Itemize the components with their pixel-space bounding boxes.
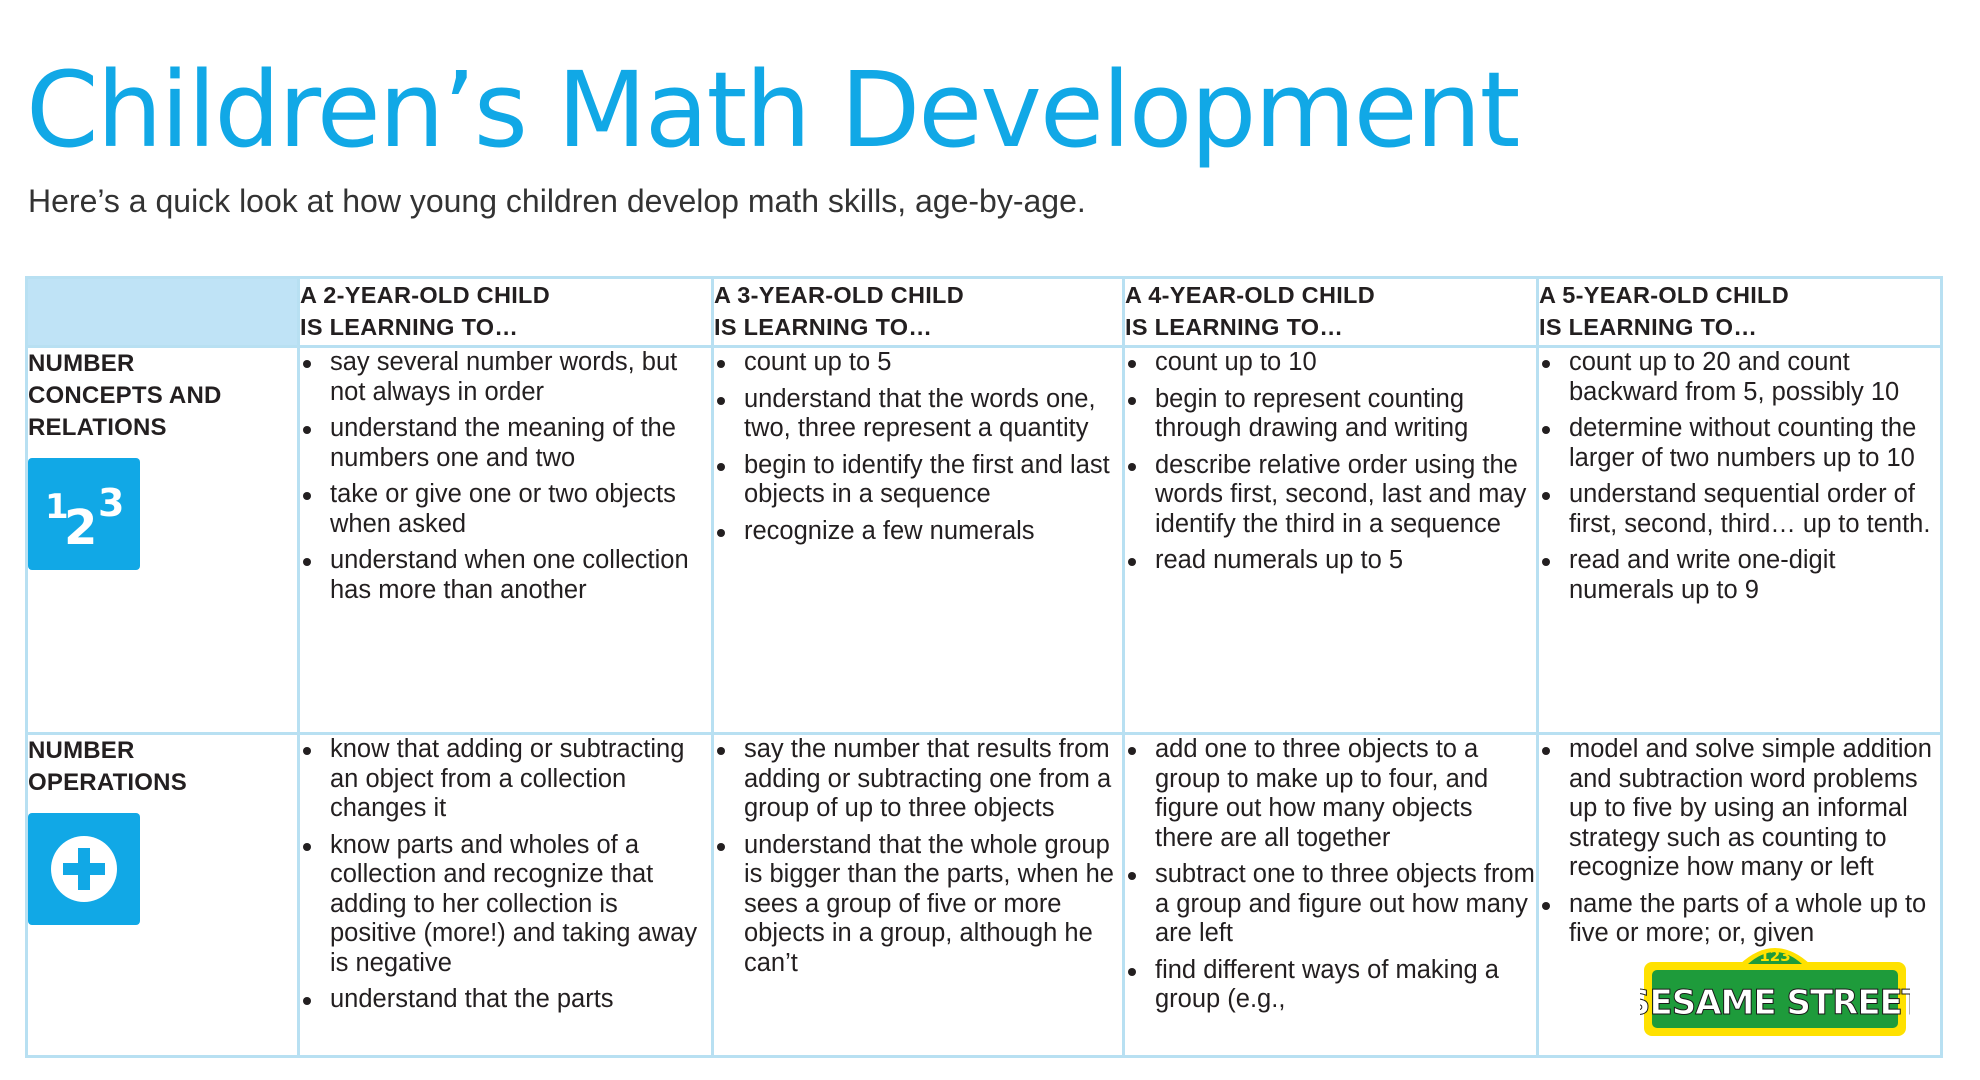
list-item: read numerals up to 5 <box>1125 546 1536 576</box>
list-item: find different ways of making a group (e.g., <box>1125 956 1536 1015</box>
list-item: understand that the parts <box>300 985 711 1015</box>
bullet-list <box>1125 348 1536 576</box>
cell-operations-age-2 <box>299 734 713 1057</box>
logo-wordmark: SESAME STREET <box>1640 983 1910 1023</box>
bullet-list <box>1125 735 1536 1015</box>
list-item: determine without counting the larger of two numbers up to 10 <box>1539 414 1940 473</box>
row-label-line: CONCEPTS AND <box>28 382 222 409</box>
list-item: understand the meaning of the numbers one and two <box>300 414 711 473</box>
column-header-line: IS LEARNING TO… <box>714 314 933 340</box>
bullet-list <box>714 348 1122 546</box>
cell-concepts-age-2 <box>299 347 713 734</box>
cell-operations-age-3 <box>713 734 1124 1057</box>
bullet-list <box>300 735 711 1015</box>
bullet-list <box>300 348 711 605</box>
list-item: name the parts of a whole up to five or more; or, given <box>1539 890 1940 949</box>
list-item: model and solve simple addition and subtraction word problems up to five by using an informal strategy such as counting to recognize how many or left <box>1539 735 1940 883</box>
plus-icon <box>28 813 140 925</box>
column-header-age-4 <box>1124 278 1538 347</box>
list-item: take or give one or two objects when asked <box>300 480 711 539</box>
list-item: recognize a few numerals <box>714 517 1122 547</box>
column-header-line: IS LEARNING TO… <box>1125 314 1344 340</box>
sesame-street-logo <box>1640 930 1910 1040</box>
list-item: understand when one collection has more than another <box>300 546 711 605</box>
icon-digit-three: 3 <box>98 481 125 525</box>
row-label-line: OPERATIONS <box>28 769 187 796</box>
list-item: count up to 5 <box>714 348 1122 378</box>
column-header-line: A 2-YEAR-OLD CHILD <box>300 282 550 308</box>
cell-concepts-age-4 <box>1124 347 1538 734</box>
list-item: read and write one-digit numerals up to 9 <box>1539 546 1940 605</box>
icon-digit-one: 1 <box>45 487 69 527</box>
row-label-number-concepts <box>27 347 299 734</box>
column-header-age-3 <box>713 278 1124 347</box>
cell-operations-age-4 <box>1124 734 1538 1057</box>
list-item: understand sequential order of first, second, third… up to tenth. <box>1539 480 1940 539</box>
icon-digit-two: 2 <box>64 500 98 556</box>
column-header-age-5 <box>1538 278 1942 347</box>
list-item: count up to 10 <box>1125 348 1536 378</box>
header-row <box>27 278 1942 347</box>
bullet-list <box>714 735 1122 978</box>
list-item: describe relative order using the words first, second, last and may identify the third in a sequence <box>1125 451 1536 540</box>
list-item: subtract one to three objects from a group and figure out how many are left <box>1125 860 1536 949</box>
page-subtitle: Here’s a quick look at how young children develop math skills, age-by-age. <box>28 183 1086 219</box>
list-item: say the number that results from adding or subtracting one from a group of up to three objects <box>714 735 1122 824</box>
list-item: count up to 20 and count backward from 5, possibly 10 <box>1539 348 1940 407</box>
column-header-line: A 4-YEAR-OLD CHILD <box>1125 282 1375 308</box>
numbers-123-icon <box>28 458 140 570</box>
column-header-line: A 3-YEAR-OLD CHILD <box>714 282 964 308</box>
list-item: add one to three objects to a group to make up to four, and figure out how many objects there are all together <box>1125 735 1536 853</box>
corner-cell <box>27 278 299 347</box>
list-item: begin to represent counting through drawing and writing <box>1125 385 1536 444</box>
logo-badge-text: 123 <box>1759 947 1791 965</box>
list-item: know parts and wholes of a collection and recognize that adding to her collection is positive (more!) and taking away is negative <box>300 831 711 979</box>
row-label-line: NUMBER <box>28 737 135 764</box>
bullet-list <box>1539 735 1940 949</box>
list-item: know that adding or subtracting an object from a collection changes it <box>300 735 711 824</box>
column-header-age-2 <box>299 278 713 347</box>
list-item: understand that the whole group is bigger than the parts, when he sees a group of five or more objects in a group, although he can’t <box>714 831 1122 979</box>
row-label-line: RELATIONS <box>28 414 167 441</box>
cell-concepts-age-3 <box>713 347 1124 734</box>
column-header-line: IS LEARNING TO… <box>300 314 519 340</box>
column-header-line: IS LEARNING TO… <box>1539 314 1758 340</box>
row-label-number-operations <box>27 734 299 1057</box>
row-number-concepts <box>27 347 1942 734</box>
list-item: understand that the words one, two, three represent a quantity <box>714 385 1122 444</box>
column-header-line: A 5-YEAR-OLD CHILD <box>1539 282 1789 308</box>
list-item: begin to identify the first and last objects in a sequence <box>714 451 1122 510</box>
row-label-line: NUMBER <box>28 350 135 377</box>
page-title: Children’s Math Development <box>26 49 1519 171</box>
list-item: say several number words, but not always in order <box>300 348 711 407</box>
bullet-list <box>1539 348 1940 605</box>
cell-concepts-age-5 <box>1538 347 1942 734</box>
